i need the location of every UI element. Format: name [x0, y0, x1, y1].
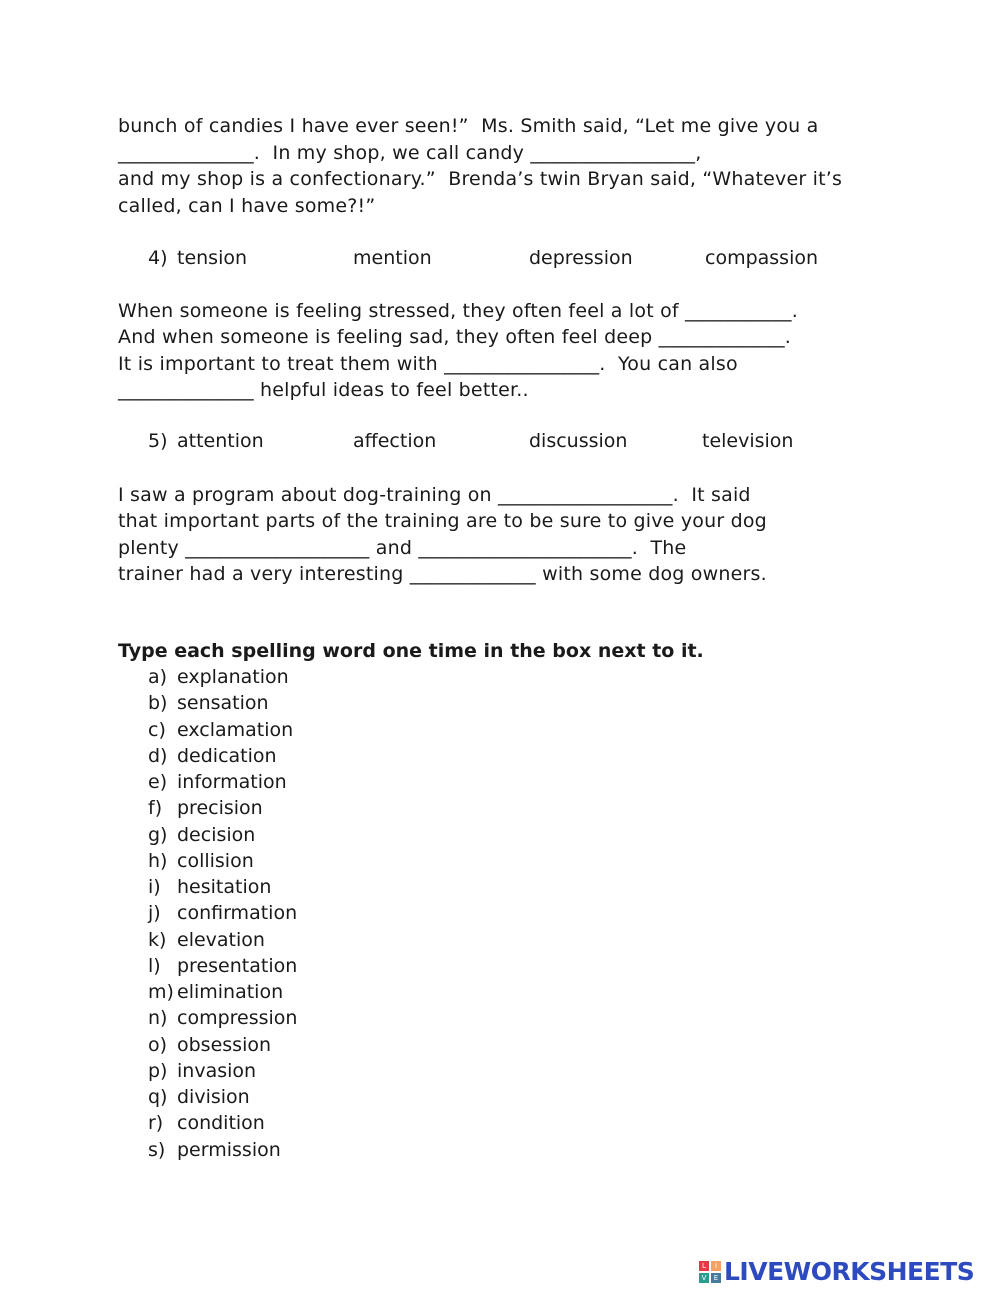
passage-line: When someone is feeling stressed, they often feel a lot of ___________.: [118, 300, 798, 322]
spelling-item-word: exclamation: [177, 719, 294, 741]
passage-line: trainer had a very interesting _____________ with some dog owners.: [118, 563, 767, 585]
passage-line: plenty ___________________ and ______________________. The: [118, 537, 687, 559]
spelling-item-word: hesitation: [177, 876, 272, 898]
spelling-item-word: presentation: [177, 955, 298, 977]
spelling-item-label: e): [148, 771, 168, 793]
word-bank-item: compassion: [705, 247, 819, 269]
spelling-item-label: n): [148, 1007, 168, 1029]
word-bank-item: attention: [177, 430, 264, 452]
logo-block: I: [711, 1261, 721, 1271]
logo-block: L: [699, 1261, 709, 1271]
spelling-item-label: s): [148, 1139, 166, 1161]
word-bank-item: discussion: [529, 430, 628, 452]
spelling-item-label: g): [148, 824, 168, 846]
passage-line: that important parts of the training are to be sure to give your dog: [118, 510, 767, 532]
spelling-item-word: collision: [177, 850, 254, 872]
passage-line: I saw a program about dog-training on __________________. It said: [118, 484, 751, 506]
logo-block: V: [699, 1273, 709, 1283]
logo-text: LIVEWORKSHEETS: [724, 1257, 975, 1286]
spelling-item-word: decision: [177, 824, 256, 846]
spelling-item-word: compression: [177, 1007, 298, 1029]
spelling-item-label: j): [148, 902, 161, 924]
logo-blocks-icon: [699, 1261, 721, 1283]
spelling-item-word: precision: [177, 797, 263, 819]
spelling-item-label: c): [148, 719, 166, 741]
spelling-item-label: l): [148, 955, 161, 977]
spelling-item-word: condition: [177, 1112, 265, 1134]
word-bank-item: television: [702, 430, 794, 452]
word-bank-item: tension: [177, 247, 248, 269]
word-bank-number: 4): [148, 247, 168, 269]
spelling-item-word: permission: [177, 1139, 281, 1161]
spelling-item-label: r): [148, 1112, 164, 1134]
word-bank-item: mention: [353, 247, 432, 269]
word-bank-item: depression: [529, 247, 633, 269]
spelling-item-label: p): [148, 1060, 168, 1082]
spelling-item-word: division: [177, 1086, 250, 1108]
spelling-item-word: explanation: [177, 666, 289, 688]
passage-line: called, can I have some?!”: [118, 195, 376, 217]
spelling-item-word: invasion: [177, 1060, 257, 1082]
passage-line: And when someone is feeling sad, they often feel deep _____________.: [118, 326, 792, 348]
spelling-item-word: dedication: [177, 745, 277, 767]
word-bank-number: 5): [148, 430, 168, 452]
logo-block: E: [711, 1273, 721, 1283]
spelling-item-word: obsession: [177, 1034, 272, 1056]
liveworksheets-logo: [699, 1257, 974, 1286]
spelling-item-label: o): [148, 1034, 168, 1056]
spelling-item-label: h): [148, 850, 168, 872]
word-bank-item: affection: [353, 430, 437, 452]
spelling-item-word: elimination: [177, 981, 284, 1003]
spelling-item-label: d): [148, 745, 168, 767]
passage-line: bunch of candies I have ever seen!” Ms. Smith said, “Let me give you a: [118, 115, 819, 137]
spelling-item-label: q): [148, 1086, 168, 1108]
spelling-item-word: sensation: [177, 692, 269, 714]
spelling-item-label: a): [148, 666, 168, 688]
passage-line: and my shop is a confectionary.” Brenda’s twin Bryan said, “Whatever it’s: [118, 168, 843, 190]
spelling-item-label: k): [148, 929, 167, 951]
spelling-item-word: elevation: [177, 929, 265, 951]
spelling-item-label: i): [148, 876, 161, 898]
spelling-item-label: b): [148, 692, 168, 714]
spelling-item-word: information: [177, 771, 287, 793]
spelling-item-label: f): [148, 797, 163, 819]
spelling-heading: Type each spelling word one time in the box next to it.: [118, 640, 704, 662]
passage-line: ______________. In my shop, we call candy _________________,: [118, 142, 702, 164]
passage-line: It is important to treat them with ________________. You can also: [118, 353, 738, 375]
passage-line: ______________ helpful ideas to feel better..: [118, 379, 529, 401]
spelling-item-word: confirmation: [177, 902, 298, 924]
spelling-item-label: m): [148, 981, 174, 1003]
